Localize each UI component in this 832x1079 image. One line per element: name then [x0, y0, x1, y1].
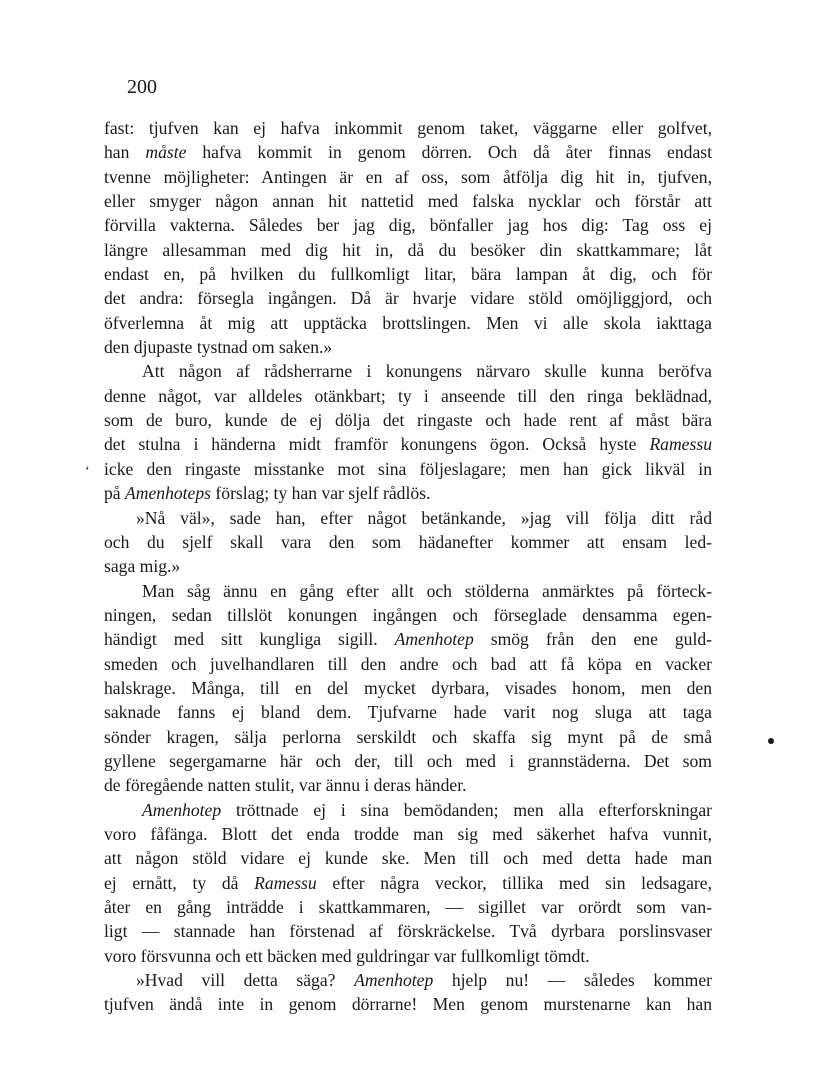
text-line: denne något, var alldeles otänkbart; ty i anseende till den ringa beklädnad, — [104, 385, 712, 406]
text-line: det andra: försegla ingången. Då är hvarje vidare stöld omöjliggjord, och — [104, 288, 712, 309]
text-line: smeden och juvelhandlaren till den andre och bad att få köpa en vacker — [104, 653, 712, 674]
text-line: saknade fanns ej bland dem. Tjufvarne hade varit nog sluga att taga — [104, 702, 712, 723]
ink-dot — [768, 738, 774, 744]
text-line: på Amenhoteps förslag; ty han var sjelf rådlös. — [104, 483, 431, 504]
text-line: de föregående natten stulit, var ännu i deras händer. — [104, 775, 467, 796]
text-line: det stulna i händerna midt framför konungens ögon. Också hyste Ramessu — [104, 434, 712, 455]
emphasis: Amenhotep — [142, 799, 222, 820]
text-line: Man såg ännu en gång efter allt och stölderna anmärktes på förteck- — [142, 580, 712, 601]
text-line: ligt — stannade han förstenad af förskräckelse. Två dyrbara porslinsvaser — [104, 921, 712, 942]
text-line: endast en, på hvilken du fullkomligt litar, bära lampan åt dig, och för — [104, 264, 712, 285]
text-line: voro fåfänga. Blott det enda trodde man sig med säkerhet hafva vunnit, — [104, 823, 712, 844]
emphasis: Amenhotep — [394, 629, 474, 650]
emphasis: Amenhoteps — [125, 483, 212, 504]
text-line: åter en gång inträdde i skattkammaren, — sigillet var orördt som van- — [104, 897, 712, 917]
text-line: tvenne möjligheter: Antingen är en af oss, som åtfölja dig hit in, tjufven, — [104, 166, 712, 187]
text-line: eller smyger någon annan hit nattetid med falska nycklar och förstår att — [104, 191, 712, 212]
text-line: den djupaste tystnad om saken.» — [104, 337, 333, 358]
text-line: gyllene segergamarne här och der, till och med i grannstäderna. Det som — [104, 750, 712, 771]
text-line: saga mig.» — [104, 556, 181, 577]
text-line: öfverlemna åt mig att upptäcka brottslingen. Men vi alle skola iakttaga — [104, 312, 712, 333]
text-line: händigt med sitt kungliga sigill. Amenhotep smög från den ene guld- — [104, 629, 712, 650]
text-line: och du sjelf skall vara den som hädanefter kommer att ensam led- — [104, 531, 712, 552]
text-line: halskrage. Många, till en del mycket dyrbara, visades honom, men den — [104, 677, 712, 698]
text-line: han måste hafva kommit in genom dörren. Och då åter finnas endast — [104, 142, 712, 163]
emphasis: Ramessu — [649, 434, 712, 455]
margin-mark: ‘ — [85, 464, 90, 479]
text-line: tjufven ändå inte in genom dörrarne! Men genom murstenarne kan han — [104, 994, 712, 1015]
text-line: Att någon af rådsherrarne i konungens närvaro skulle kunna beröfva — [142, 361, 712, 382]
text-line: »Hvad vill detta säga? Amenhotep hjelp nu! — således kommer — [136, 970, 712, 991]
text-line: sönder kragen, sälja perlorna serskildt och skaffa sig mynt på de små — [104, 726, 712, 747]
text-line: Amenhotep tröttnade ej i sina bemödanden; men alla efterforskningar — [142, 799, 712, 820]
text-line: ningen, sedan tillslöt konungen ingången och förseglade densamma egen- — [104, 604, 712, 625]
text-line: som de buro, kunde de ej dölja det ringaste och hade rent af måst bära — [104, 410, 712, 431]
body-text — [104, 116, 712, 1017]
emphasis: måste — [145, 142, 187, 163]
text-line: att någon stöld vidare ej kunde ske. Men till och med detta hade man — [104, 848, 712, 869]
text-line: längre allesamman med dig hit in, då du besöker din skattkammare; låt — [104, 239, 712, 260]
emphasis: Ramessu — [254, 872, 317, 893]
emphasis: Amenhotep — [354, 970, 434, 991]
text-line: ej ernått, ty då Ramessu efter några veckor, tillika med sin ledsagare, — [104, 872, 713, 893]
page-number: 200 — [127, 76, 157, 98]
text-line: fast: tjufven kan ej hafva inkommit genom taket, väggarne eller golfvet, — [104, 118, 712, 138]
text-line: »Nå väl», sade han, efter något betänkande, »jag vill följa ditt råd — [136, 507, 712, 528]
text-line: icke den ringaste misstanke mot sina följeslagare; men han gick likväl in — [104, 458, 712, 479]
text-line: voro försvunna och ett bäcken med guldringar var fullkomligt tömdt. — [104, 945, 590, 966]
text-line: förvilla vakterna. Således ber jag dig, bönfaller jag hos dig: Tag oss ej — [104, 215, 712, 236]
